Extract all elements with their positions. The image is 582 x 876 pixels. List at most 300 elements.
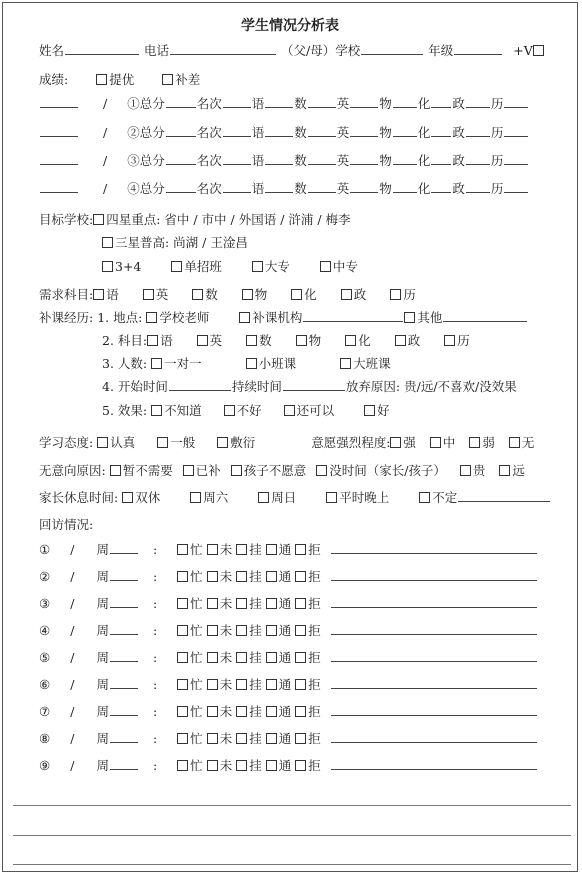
visit-week-field[interactable] [110, 730, 138, 743]
grade-field-input[interactable] [350, 180, 378, 193]
needs-subject-label: 数 [205, 287, 218, 302]
tutor-subject-name: 语 [160, 333, 173, 348]
grade-field-label: 语 [251, 181, 265, 196]
visit-week-field[interactable] [110, 649, 138, 662]
grade-total-field[interactable] [166, 95, 196, 108]
grade-field-input[interactable] [265, 95, 293, 108]
visit-opt-label: 未 [219, 569, 233, 584]
school-label: 学校 [335, 43, 361, 58]
tutor-subject-label: 2. 科目: [102, 333, 148, 348]
grade-field-input[interactable] [393, 95, 417, 108]
visit-note-field[interactable] [331, 568, 537, 581]
visit-opt-label: 拒 [308, 623, 321, 638]
place-opt1-label: 学校老师 [159, 310, 210, 325]
grade-field-input[interactable] [350, 152, 378, 165]
visit-opt-checkbox[interactable] [207, 571, 218, 582]
grades-opt2-checkbox[interactable] [162, 74, 173, 85]
visit-opt-checkbox[interactable] [177, 598, 188, 609]
grade-label: 年级 [428, 43, 454, 58]
visit-opt-checkbox[interactable] [207, 544, 218, 555]
grade-field-input[interactable] [431, 152, 451, 165]
visit-opt-label: 拒 [308, 731, 321, 746]
grade-field-label: 数 [294, 96, 307, 111]
will-opt1-checkbox[interactable] [390, 437, 401, 448]
grade-field-label: 历 [490, 153, 504, 168]
visit-opt-checkbox[interactable] [207, 652, 218, 663]
rest-opt2-checkbox[interactable] [190, 492, 201, 503]
grade-row [39, 123, 529, 141]
visit-week-label: 周 [96, 758, 109, 773]
grade-field-input[interactable] [223, 95, 251, 108]
visit-opt-checkbox[interactable] [236, 760, 247, 771]
grade-field-input[interactable] [504, 95, 528, 108]
will-opt3-checkbox[interactable] [469, 437, 480, 448]
grade-field-input[interactable] [265, 124, 293, 137]
visit-opt-checkbox[interactable] [177, 733, 188, 744]
tutor-subject-name: 物 [308, 333, 322, 348]
grade-field-label: 英 [336, 96, 350, 111]
tutor-subject-name: 化 [358, 333, 371, 348]
header-row [39, 41, 546, 59]
visit-opt-checkbox[interactable] [177, 544, 188, 555]
visit-row [39, 621, 538, 639]
visit-opt-label: 未 [219, 542, 233, 557]
visit-opt-label: 未 [219, 623, 233, 638]
effect-opt1-checkbox[interactable] [151, 405, 162, 416]
visit-week-label: 周 [96, 596, 109, 611]
rest-opt3-label: 周日 [271, 490, 297, 505]
attitude-label: 学习态度: [39, 435, 94, 450]
grade-total-label: ①总分 [127, 96, 165, 111]
visit-opt-checkbox[interactable] [295, 598, 306, 609]
visit-opt-label: 拒 [308, 758, 321, 773]
visit-row [39, 594, 538, 612]
needs-subject-checkbox[interactable] [192, 289, 203, 300]
visit-note-field[interactable] [331, 730, 537, 743]
target-opt3-label: 3+4 [115, 259, 142, 274]
visit-opt-checkbox[interactable] [266, 625, 277, 636]
grade-date-field[interactable] [40, 124, 78, 137]
will-label: 意愿强烈程度: [311, 435, 391, 450]
rest-opt5-field[interactable] [458, 489, 550, 502]
visit-opt-label: 忙 [190, 650, 203, 665]
rest-opt3-checkbox[interactable] [258, 492, 269, 503]
visit-label: 回访情况: [39, 517, 94, 532]
visit-week-field[interactable] [110, 676, 138, 689]
tutor-time-field[interactable] [169, 378, 231, 391]
will-opt2-checkbox[interactable] [430, 437, 441, 448]
reason-row [39, 461, 525, 479]
grade-field-input[interactable] [431, 95, 451, 108]
visit-opt-label: 未 [219, 677, 233, 692]
tutor-time-row [102, 377, 517, 395]
visit-opt-checkbox[interactable] [266, 571, 277, 582]
target-opt3-checkbox[interactable] [320, 261, 331, 272]
tutor-place-label: 1. 地点: [97, 310, 143, 325]
grade-field-input[interactable] [431, 124, 451, 137]
tutor-count-label: 3. 人数: [102, 356, 148, 371]
grade-field-label: 名次 [196, 153, 222, 168]
visit-colon: : [152, 623, 158, 638]
tutor-effect-label: 5. 效果: [102, 403, 148, 418]
grade-field-input[interactable] [504, 152, 528, 165]
visit-opt-checkbox[interactable] [266, 760, 277, 771]
visit-number: ⑨ [39, 758, 51, 773]
visit-opt-checkbox[interactable] [207, 760, 218, 771]
tutor-subject-checkbox[interactable] [395, 335, 406, 346]
grade-field-input[interactable] [265, 152, 293, 165]
visit-week-field[interactable] [110, 541, 138, 554]
effect-opt4-checkbox[interactable] [364, 405, 375, 416]
visit-opt-checkbox[interactable] [266, 598, 277, 609]
will-opt2-label: 中 [442, 435, 456, 450]
grade-date-field[interactable] [40, 180, 78, 193]
footer-line[interactable] [13, 805, 571, 806]
count-opt2-checkbox[interactable] [246, 358, 257, 369]
visit-opt-checkbox[interactable] [177, 652, 188, 663]
visit-note-field[interactable] [331, 541, 537, 554]
grade-total-field[interactable] [166, 152, 196, 165]
tutor-label: 补课经历: [39, 310, 94, 325]
visit-opt-label: 挂 [249, 650, 262, 665]
visit-week-label: 周 [96, 623, 109, 638]
tutor-subject-name: 英 [209, 333, 223, 348]
visit-colon: : [152, 569, 158, 584]
visit-number: ⑧ [39, 731, 51, 746]
grade-field-input[interactable] [223, 152, 251, 165]
will-opt3-label: 弱 [482, 435, 495, 450]
needs-subject-checkbox[interactable] [291, 289, 302, 300]
tutor-subject-checkbox[interactable] [246, 335, 257, 346]
attitude-opt1-label: 认真 [110, 435, 136, 450]
school-field[interactable] [361, 42, 423, 55]
target-opt3-checkbox[interactable] [252, 261, 263, 272]
visit-colon: : [152, 758, 158, 773]
visit-number: ④ [39, 623, 51, 638]
will-opt4-checkbox[interactable] [509, 437, 520, 448]
grade-field-input[interactable] [393, 124, 417, 137]
grade-field-input[interactable] [308, 95, 336, 108]
footer-line[interactable] [13, 864, 571, 865]
visit-week-field[interactable] [110, 595, 138, 608]
needs-subject-checkbox[interactable] [390, 289, 401, 300]
grade-date-field[interactable] [40, 152, 78, 165]
grades-opt1-checkbox[interactable] [96, 74, 107, 85]
grade-field-input[interactable] [466, 180, 490, 193]
grade-total-label: ③总分 [127, 153, 165, 168]
grade-field-label: 语 [251, 153, 265, 168]
visit-opt-label: 拒 [308, 677, 321, 692]
visit-opt-checkbox[interactable] [266, 544, 277, 555]
will-opt1-label: 强 [403, 435, 416, 450]
attitude-opt1-checkbox[interactable] [97, 437, 108, 448]
visit-opt-label: 挂 [249, 758, 262, 773]
visit-opt-checkbox[interactable] [236, 652, 247, 663]
visit-slash: / [70, 677, 75, 692]
visit-opt-checkbox[interactable] [295, 733, 306, 744]
visit-opt-checkbox[interactable] [207, 598, 218, 609]
tutor-subject-checkbox[interactable] [147, 335, 158, 346]
visit-opt-checkbox[interactable] [236, 706, 247, 717]
visit-opt-checkbox[interactable] [266, 652, 277, 663]
visit-week-label: 周 [96, 542, 109, 557]
grade-field-input[interactable] [350, 124, 378, 137]
visit-slash: / [70, 623, 75, 638]
visit-slash: / [70, 650, 75, 665]
tutor-subject-checkbox[interactable] [197, 335, 208, 346]
grade-row [39, 151, 529, 169]
grade-field-label: 名次 [196, 125, 222, 140]
visit-opt-checkbox[interactable] [266, 679, 277, 690]
visit-opt-checkbox[interactable] [295, 652, 306, 663]
visit-opt-checkbox[interactable] [207, 706, 218, 717]
phone-field[interactable] [170, 42, 276, 55]
visit-opt-checkbox[interactable] [177, 625, 188, 636]
visit-opt-label: 未 [219, 596, 233, 611]
visit-opt-checkbox[interactable] [177, 679, 188, 690]
grade-field-label: 政 [452, 125, 465, 140]
grade-field-label: 语 [251, 96, 265, 111]
footer-line[interactable] [13, 835, 571, 836]
visit-opt-label: 忙 [190, 704, 203, 719]
visit-row [39, 756, 538, 774]
visit-opt-label: 挂 [249, 623, 262, 638]
tutor-subject-checkbox[interactable] [444, 335, 455, 346]
visit-opt-checkbox[interactable] [295, 544, 306, 555]
visit-week-label: 周 [96, 704, 109, 719]
reason-opt3-checkbox[interactable] [231, 465, 242, 476]
grades-opt1-label: 提优 [109, 72, 135, 87]
count-opt3-label: 大班课 [353, 356, 391, 371]
visit-opt-label: 拒 [308, 704, 321, 719]
phone-label: 电话 [144, 43, 170, 58]
effect-opt3-label: 还可以 [296, 403, 335, 418]
visit-opt-checkbox[interactable] [177, 760, 188, 771]
target-line2: 三星普高: 尚湖 / 王淦昌 [115, 235, 248, 250]
grade-field-label: 物 [379, 125, 392, 140]
visit-opt-checkbox[interactable] [236, 733, 247, 744]
attitude-opt2-label: 一般 [170, 435, 196, 450]
visit-opt-checkbox[interactable] [295, 625, 306, 636]
grade-field-label: 语 [251, 125, 265, 140]
rest-opt5-checkbox[interactable] [419, 492, 430, 503]
visit-opt-checkbox[interactable] [236, 571, 247, 582]
tutor-subject-name: 历 [457, 333, 470, 348]
effect-opt2-checkbox[interactable] [224, 405, 235, 416]
grade-field-input[interactable] [466, 124, 490, 137]
target-row-3 [102, 257, 358, 275]
tutor-quit-label: 放弃原因: 贵/远/不喜欢/没效果 [345, 379, 517, 394]
tutor-subject-checkbox[interactable] [345, 335, 356, 346]
reason-opt5-label: 贵 [472, 463, 486, 478]
visit-opt-label: 忙 [190, 677, 203, 692]
visit-opt-label: 拒 [308, 542, 321, 557]
grade-field-input[interactable] [431, 180, 451, 193]
visit-opt-label: 通 [278, 731, 292, 746]
count-opt1-checkbox[interactable] [151, 358, 162, 369]
visit-opt-label: 未 [219, 758, 233, 773]
form-page [2, 2, 578, 872]
place-opt3-checkbox[interactable] [404, 312, 415, 323]
place-opt2-field[interactable] [303, 309, 403, 322]
needs-subject-checkbox[interactable] [242, 289, 253, 300]
needs-label: 需求科目: [39, 287, 94, 302]
grade-field-label: 化 [417, 125, 431, 140]
visit-opt-label: 通 [278, 569, 292, 584]
tutor-effect-row [102, 401, 390, 419]
count-opt3-checkbox[interactable] [340, 358, 351, 369]
visit-opt-label: 挂 [249, 731, 262, 746]
grade-total-field[interactable] [166, 180, 196, 193]
target-opt3-checkbox[interactable] [102, 261, 113, 272]
visit-opt-label: 挂 [249, 677, 262, 692]
target-opt3-checkbox[interactable] [171, 261, 182, 272]
visit-week-label: 周 [96, 569, 109, 584]
reason-opt6-checkbox[interactable] [499, 465, 510, 476]
visit-week-field[interactable] [110, 703, 138, 716]
visit-opt-checkbox[interactable] [266, 733, 277, 744]
needs-subject-checkbox[interactable] [143, 289, 154, 300]
grade-row [39, 179, 529, 197]
parent-label: （父/母） [281, 43, 336, 58]
visit-note-field[interactable] [331, 757, 537, 770]
visit-opt-checkbox[interactable] [295, 760, 306, 771]
tutor-count-row [102, 354, 391, 372]
visit-opt-label: 通 [278, 704, 292, 719]
grade-field-input[interactable] [350, 95, 378, 108]
rest-opt4-checkbox[interactable] [326, 492, 337, 503]
name-field[interactable] [65, 42, 139, 55]
grade-field-input[interactable] [223, 180, 251, 193]
visit-colon: : [152, 704, 158, 719]
visit-number: ① [39, 542, 51, 557]
needs-subject-label: 语 [106, 287, 119, 302]
grade-field-label: 英 [336, 125, 350, 140]
visit-opt-checkbox[interactable] [177, 706, 188, 717]
visit-note-field[interactable] [331, 595, 537, 608]
tutor-subject-checkbox[interactable] [296, 335, 307, 346]
grades-row [39, 70, 200, 88]
tutor-place-row [39, 308, 528, 326]
place-opt2-label: 补课机构 [252, 310, 303, 325]
place-opt1-checkbox[interactable] [146, 312, 157, 323]
target-opt1-checkbox[interactable] [93, 214, 104, 225]
visit-opt-checkbox[interactable] [207, 625, 218, 636]
needs-subject-checkbox[interactable] [93, 289, 104, 300]
needs-subject-label: 物 [254, 287, 268, 302]
grade-field-input[interactable] [504, 180, 528, 193]
target-opt2-checkbox[interactable] [102, 237, 113, 248]
visit-opt-checkbox[interactable] [295, 571, 306, 582]
visit-opt-label: 未 [219, 650, 233, 665]
grade-field-input[interactable] [466, 95, 490, 108]
grade-date-field[interactable] [40, 95, 78, 108]
visit-opt-label: 未 [219, 731, 233, 746]
grade-field[interactable] [454, 42, 502, 55]
reason-opt4-checkbox[interactable] [316, 465, 327, 476]
visit-opt-checkbox[interactable] [207, 679, 218, 690]
reason-opt1-checkbox[interactable] [110, 465, 121, 476]
attitude-opt3-checkbox[interactable] [217, 437, 228, 448]
v-checkbox[interactable] [533, 45, 544, 56]
visit-slash: / [70, 704, 75, 719]
visit-week-field[interactable] [110, 622, 138, 635]
visit-opt-label: 拒 [308, 569, 321, 584]
visit-opt-label: 拒 [308, 596, 321, 611]
visit-opt-checkbox[interactable] [236, 625, 247, 636]
visit-note-field[interactable] [331, 676, 537, 689]
visit-opt-checkbox[interactable] [177, 571, 188, 582]
tutor-subject-name: 数 [259, 333, 272, 348]
grade-field-input[interactable] [308, 152, 336, 165]
visit-week-label: 周 [96, 677, 109, 692]
visit-slash: / [70, 569, 75, 584]
grade-field-input[interactable] [393, 180, 417, 193]
place-opt3-field[interactable] [443, 309, 527, 322]
visit-number: ③ [39, 596, 51, 611]
visit-opt-label: 忙 [190, 596, 203, 611]
place-opt2-checkbox[interactable] [239, 312, 250, 323]
effect-opt2-label: 不好 [236, 403, 262, 418]
target-opt3-label: 中专 [332, 259, 358, 274]
visit-opt-checkbox[interactable] [236, 544, 247, 555]
visit-row [39, 675, 538, 693]
grade-field-input[interactable] [393, 152, 417, 165]
visit-row [39, 567, 538, 585]
grade-field-input[interactable] [504, 124, 528, 137]
needs-subject-checkbox[interactable] [341, 289, 352, 300]
visit-opt-checkbox[interactable] [295, 679, 306, 690]
visit-note-field[interactable] [331, 622, 537, 635]
visit-note-field[interactable] [331, 649, 537, 662]
target-row-1 [39, 210, 351, 228]
visit-opt-checkbox[interactable] [207, 733, 218, 744]
visit-week-field[interactable] [110, 568, 138, 581]
visit-opt-label: 忙 [190, 569, 203, 584]
visit-row [39, 540, 538, 558]
grade-total-field[interactable] [166, 124, 196, 137]
rest-opt4-label: 平时晚上 [339, 490, 390, 505]
visit-note-field[interactable] [331, 703, 537, 716]
visit-slash: / [70, 596, 75, 611]
grade-field-input[interactable] [466, 152, 490, 165]
grade-field-input[interactable] [265, 180, 293, 193]
visit-opt-label: 忙 [190, 758, 203, 773]
effect-opt3-checkbox[interactable] [284, 405, 295, 416]
visit-week-field[interactable] [110, 757, 138, 770]
rest-row [39, 488, 551, 506]
visit-opt-checkbox[interactable] [236, 679, 247, 690]
visit-opt-checkbox[interactable] [266, 706, 277, 717]
attitude-opt2-checkbox[interactable] [157, 437, 168, 448]
reason-opt2-checkbox[interactable] [183, 465, 194, 476]
tutor-duration-field[interactable] [283, 378, 345, 391]
visit-opt-checkbox[interactable] [295, 706, 306, 717]
grade-field-label: 数 [294, 153, 307, 168]
visit-opt-label: 挂 [249, 542, 262, 557]
grade-field-input[interactable] [308, 180, 336, 193]
target-opt3-label: 大专 [264, 259, 290, 274]
rest-opt1-checkbox[interactable] [122, 492, 133, 503]
reason-opt5-checkbox[interactable] [460, 465, 471, 476]
count-opt1-label: 一对一 [164, 356, 202, 371]
grade-field-input[interactable] [223, 124, 251, 137]
grade-field-label: 政 [452, 153, 465, 168]
grade-field-input[interactable] [308, 124, 336, 137]
visit-opt-checkbox[interactable] [236, 598, 247, 609]
visit-opt-label: 通 [278, 677, 292, 692]
visit-colon: : [152, 596, 158, 611]
